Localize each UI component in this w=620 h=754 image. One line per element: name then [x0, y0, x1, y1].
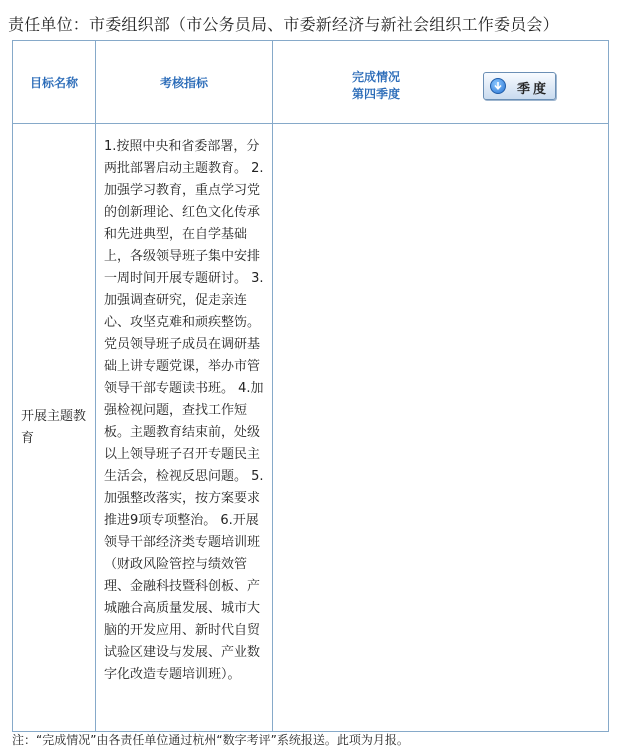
- goal-name: 开展主题教育: [21, 408, 87, 446]
- season-button-label: 季度: [517, 82, 550, 97]
- assessment-table: [12, 40, 609, 732]
- header-status-title: 完成情况: [351, 70, 400, 84]
- table-row: [13, 124, 609, 732]
- indicator-text: 1.按照中央和省委部署，分两批部署启动主题教育。 2.加强学习教育，重点学习党的创新理论、红色文化传承和先进典型，在自学基础上，各级领导班子集中安排一周时间开展专题研讨。 3.加强调查研究，促走亲连心、攻坚克难和顽疾整饬。党员领导班子成员在调研基础上讲专题党课，举办市管领导干部专题读书班。 4.加强检视问题，查找工作短板。主题教育结束前，处级以上领导班子召开专题民主生活会，检视反思问题。 5.加强整改落实，按方案要求推进9项专项整治。 6.开展领导干部经济类专题培训班（财政风险管控与绩效管理、金融科技暨科创板、产城融合高质量发展、城市大脑的开发应用、新时代自贸试验区建设与发展、产业数字化改造专题培训班）。: [104, 139, 264, 682]
- footer-note: 注：“完成情况”由各责任单位通过杭州“数字考评”系统报送。此项为月报。: [12, 733, 409, 747]
- arrow-down-circle-icon: [490, 78, 506, 94]
- status-cell: [273, 124, 609, 732]
- goal-cell: [13, 124, 96, 732]
- indicator-cell: [96, 124, 273, 732]
- header-status: [331, 69, 421, 103]
- header-goal-cell: [13, 41, 96, 124]
- header-goal: 目标名称: [29, 75, 78, 90]
- table-header-row: [13, 41, 609, 124]
- header-indicator-cell: [96, 41, 273, 124]
- page-title: 责任单位：市委组织部（市公务员局、市委新经济与新社会组织工作委员会）: [8, 15, 559, 34]
- header-status-cell: [273, 41, 609, 124]
- header-status-quarter: 第四季度: [351, 87, 400, 101]
- header-indicator: 考核指标: [159, 75, 208, 90]
- season-button[interactable]: [483, 72, 556, 100]
